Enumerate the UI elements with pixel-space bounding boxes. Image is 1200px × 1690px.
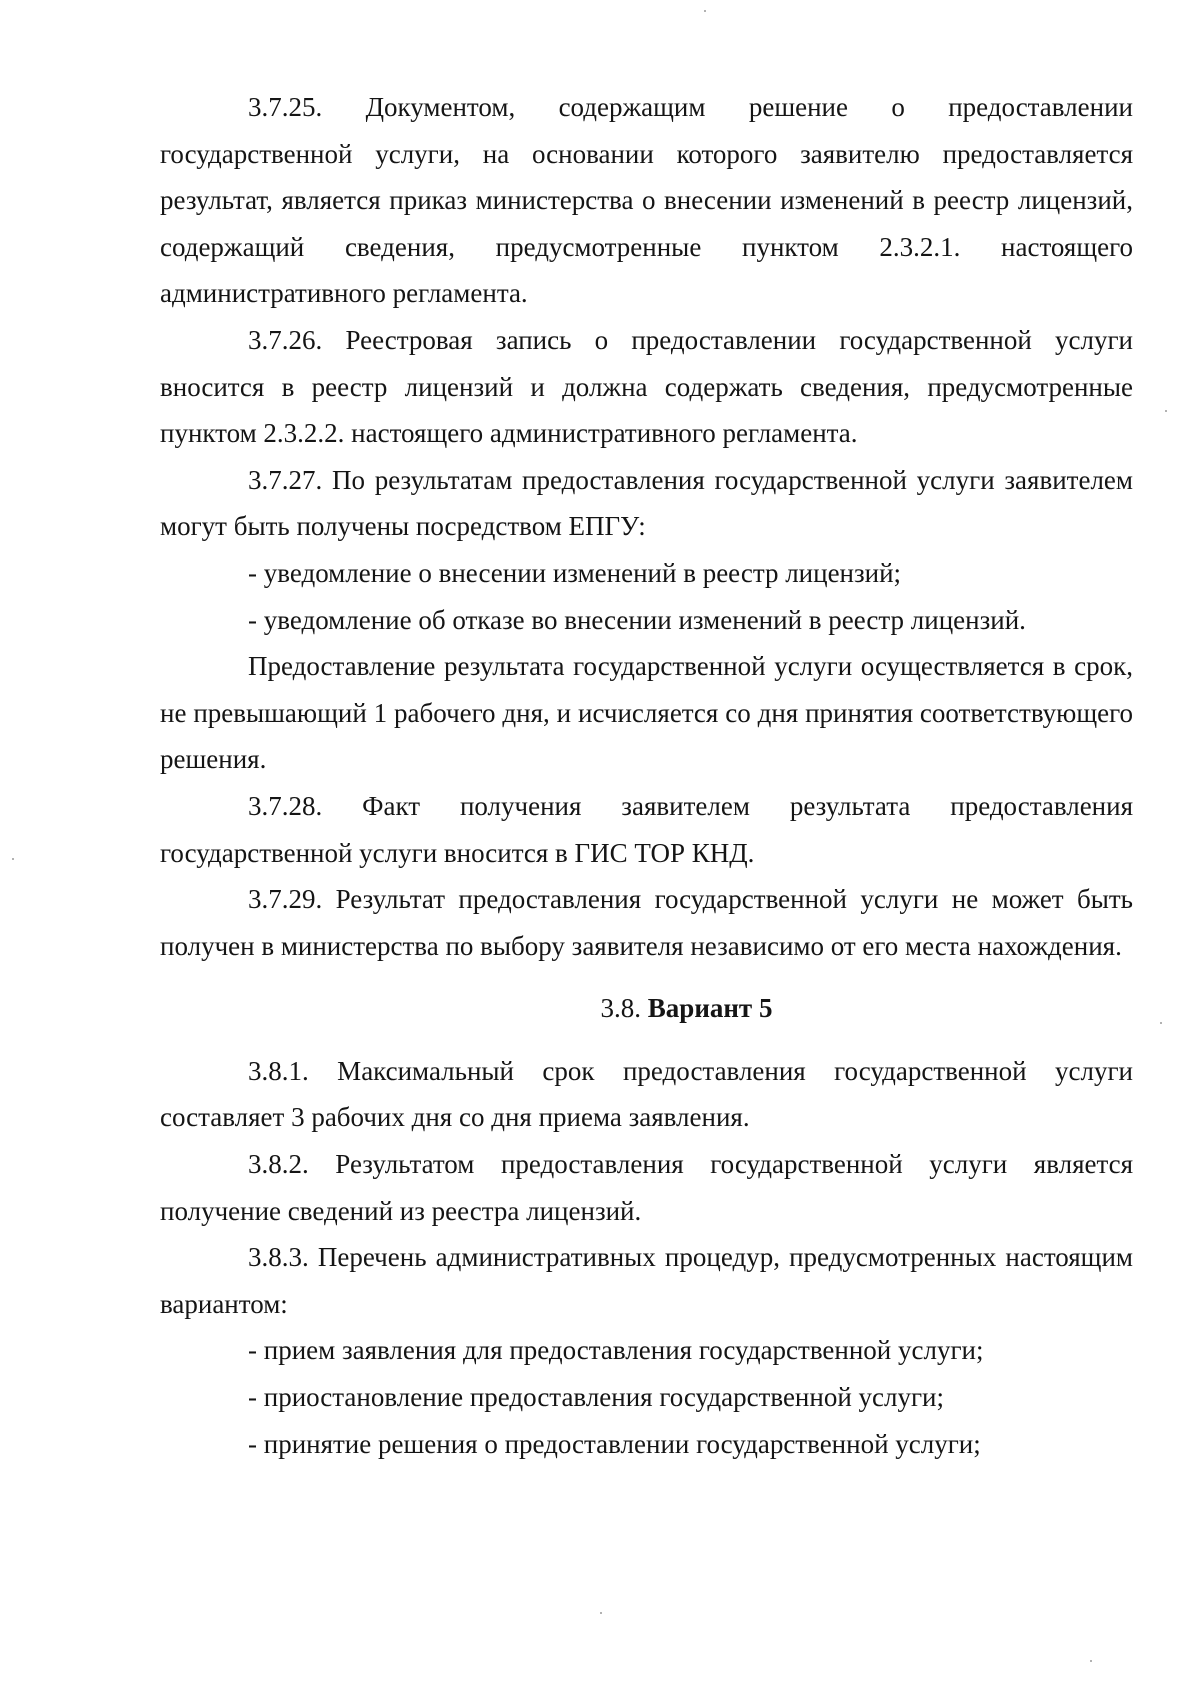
paragraph-3-7-25: 3.7.25. Документом, содержащим решение о предоставлении государственной услуги, на основании которого заявителю предоставляется результат, является приказ министерства о внесении изменений в реестр лицензий, содержащий сведения, предусмотренные пунктом 2.3.2.1. настоящего административного регламента. — [160, 92, 1133, 309]
list-item-decision: - принятие решения о предоставлении государственной услуги; — [248, 1428, 981, 1459]
list-item-notification-changes: - уведомление о внесении изменений в реестр лицензий; — [248, 557, 902, 588]
paragraph-3-7-29: 3.7.29. Результат предоставления государственной услуги не может быть получен в министерства по выбору заявителя независимо от его места нахождения. — [160, 884, 1133, 961]
paragraph-3-8-3: 3.8.3. Перечень административных процедур, предусмотренных настоящим вариантом: — [160, 1242, 1133, 1319]
document-body — [160, 84, 1133, 1467]
paragraph-result-term: Предоставление результата государственной услуги осуществляется в срок, не превышающий 1 рабочего дня, и исчисляется со дня принятия соответствующего решения. — [160, 651, 1133, 775]
list-item-suspension: - приостановление предоставления государственной услуги; — [248, 1382, 945, 1413]
section-heading-number: 3.8. — [600, 993, 642, 1024]
paragraph-3-7-26: 3.7.26. Реестровая запись о предоставлении государственной услуги вносится в реестр лицензий и должна содержать сведения, предусмотренные пунктом 2.3.2.2. настоящего административного регламента. — [160, 324, 1133, 449]
scan-speck — [1090, 1660, 1092, 1662]
list-item-application-intake: - прием заявления для предоставления государственной услуги; — [248, 1335, 984, 1366]
paragraph-3-7-28: 3.7.28. Факт получения заявителем результата предоставления государственной услуги вносится в ГИС ТОР КНД. — [160, 790, 1133, 868]
paragraph-3-8-2: 3.8.2. Результатом предоставления государственной услуги является получение сведений из реестра лицензий. — [160, 1149, 1133, 1226]
section-heading — [160, 969, 1133, 1048]
section-heading-title: Вариант 5 — [647, 993, 773, 1024]
paragraph-3-7-27: 3.7.27. По результатам предоставления государственной услуги заявителем могут быть получены посредством ЕПГУ: — [160, 464, 1133, 542]
scan-speck — [704, 10, 706, 12]
scan-speck — [600, 1612, 602, 1614]
scan-speck — [1160, 1022, 1162, 1024]
scan-speck — [1165, 410, 1167, 412]
list-item-notification-refusal: - уведомление об отказе во внесении изменений в реестр лицензий. — [248, 604, 1026, 635]
paragraph-3-8-1: 3.8.1. Максимальный срок предоставления государственной услуги составляет 3 рабочих дня со дня приема заявления. — [160, 1055, 1133, 1133]
scan-speck — [12, 858, 14, 860]
